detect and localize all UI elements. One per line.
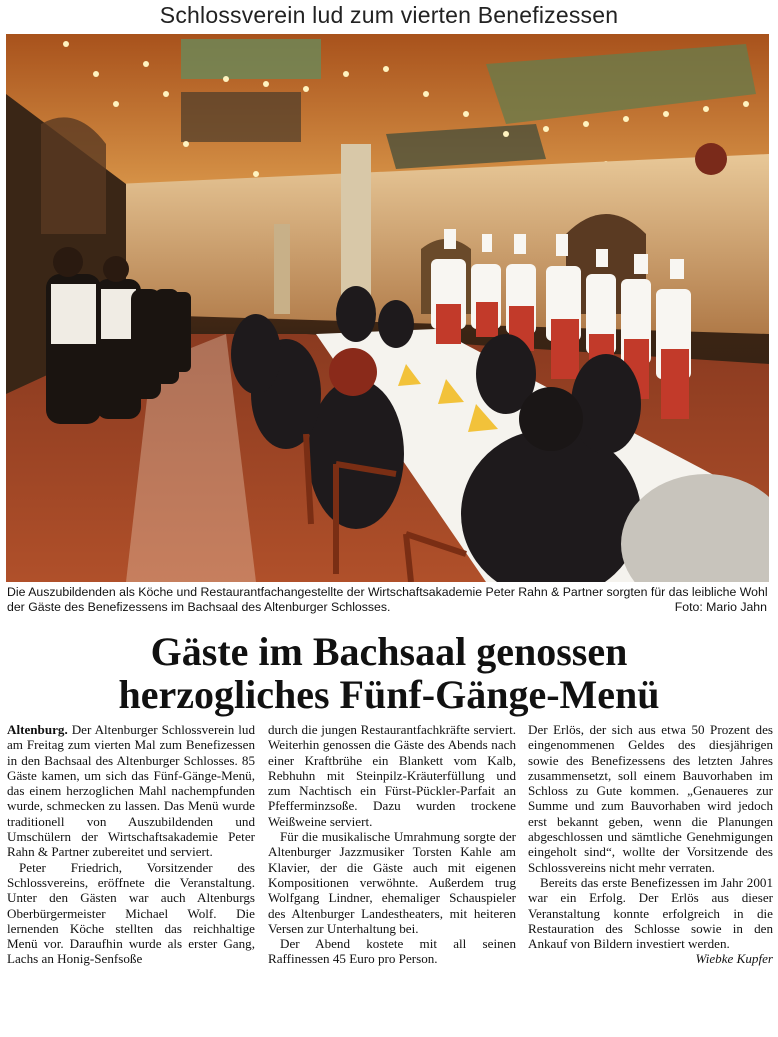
dateline-place: Altenburg. <box>7 722 68 737</box>
article-column-2 <box>268 722 516 967</box>
article-kicker: Schlossverein lud zum vierten Benefizessen <box>159 2 619 28</box>
caption-text: Die Auszubildenden als Köche und Restaurantfachangestellte der Wirtschaftsakademie Peter Rahn & Partner sorgten für das leibliche Wohl der Gäste des Benefizessens im Bachsaal des Altenburger Schlosses. <box>7 585 768 614</box>
article-column-3 <box>528 722 773 967</box>
headline-line-1: Gäste im Bachsaal genossen <box>150 629 628 674</box>
banquet-hall-photo <box>6 34 769 582</box>
author-byline: Wiebke Kupfer <box>695 951 773 967</box>
article-paragraph: durch die jungen Restaurantfachkräfte serviert. Weiterhin genossen die Gäste des Abends nach einer Kraftbrühe ein Blankett vom Kalb, Rebhuhn mit Steinpilz-Kräuterfüllung und zum Nachtisch ein Fürst-Pückler-Parfait an Pfefferminzsoße. Dazu wurden trockene Weißweine serviert. <box>268 722 516 829</box>
article-paragraph <box>7 722 255 860</box>
article-paragraph: Bereits das erste Benefizessen im Jahr 2001 war ein Erfolg. Der Erlös aus dieser Veranstaltung konnte erfolgreich in die Restauration des Schlosse sowie in den Ankauf von Bildern investiert werden. <box>528 874 773 952</box>
article-body <box>7 722 773 1034</box>
article-paragraph: Der Erlös, der sich aus etwa 50 Prozent des eingenommenen Geldes des diesjährigen sowie des Benefizessens des letzten Jahres zusammensetzt, soll einem Bauvorhaben im Schloss zu Gute kommen. „Genaueres zur Summe und zum Bauvorhaben wird jedoch erst bekannt geben, wenn die Planungen abgeschlossen und sämtliche Genehmigungen eingeholt sind“, wollte der Vorsitzende des Schlossvereins nicht mehr verraten. <box>528 722 773 875</box>
paragraph-text: Der Altenburger Schlossverein lud am Freitag zum vierten Mal zum Benefizessen in den Bachsaal des Altenburger Schlosses. 85 Gäste kamen, um sich das Fünf-Gänge-Menü, das einem herzoglichen Mahl nachempfunden wurde, schmecken zu lassen. Das Menü wurde traditionell von Auszubildenden und Umschülern der Wirtschaftsakademie Peter Rahn & Partner zubereitet und serviert. <box>7 722 255 860</box>
headline <box>0 630 778 716</box>
banquet-photo-illustration <box>6 34 769 582</box>
photo-credit: Foto: Mario Jahn <box>674 600 767 614</box>
article-paragraph: Für die musikalische Umrahmung sorgte der Altenburger Jazzmusiker Torsten Kahle am Klavier, der die Gäste auch mit eigenen Kompositionen verwöhnte. Außerdem trug Wolfgang Lindner, ehemaliger Schauspieler des Altenburger Landestheaters, mit heiteren Versen zur Unterhaltung bei. <box>268 829 516 936</box>
article-column-1 <box>7 722 255 967</box>
headline-line-2: herzogliches Fünf-Gänge-Menü <box>118 672 660 717</box>
article-paragraph: Der Abend kostete mit all seinen Raffinessen 45 Euro pro Person. <box>268 936 516 967</box>
article-paragraph: Peter Friedrich, Vorsitzender des Schlossvereins, eröffnete die Veranstaltung. Unter den Gästen war auch Altenburgs Oberbürgermeister Michael Wolf. Die lernenden Köche stellten das reichhaltige Menü vor. Daraufhin wurde als erster Gang, Lachs an Honig-Senfsoße <box>7 859 255 967</box>
photo-caption <box>7 585 769 615</box>
